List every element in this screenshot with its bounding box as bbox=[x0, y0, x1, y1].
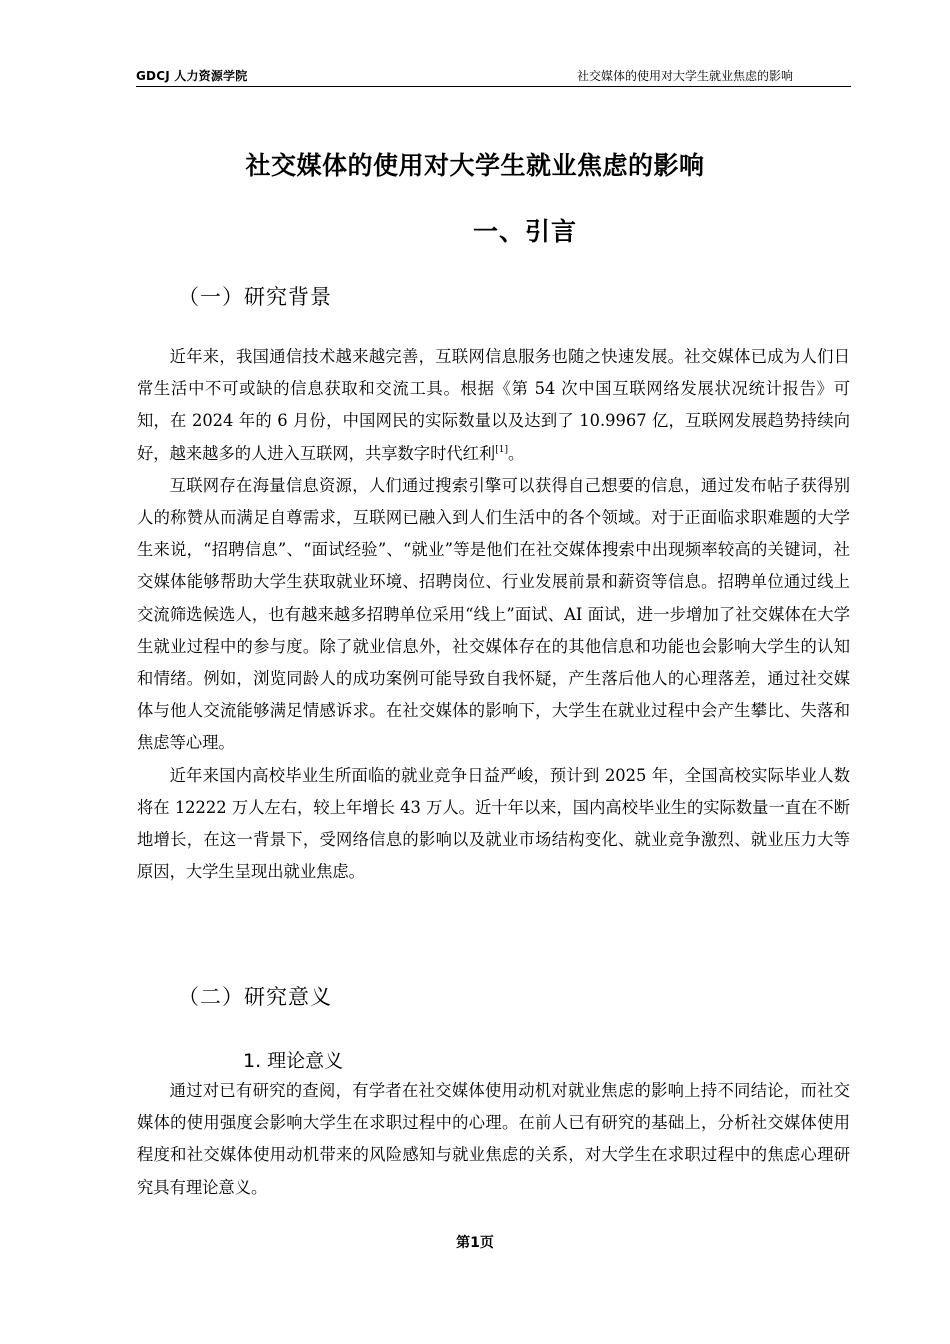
page-number: 第1页 bbox=[456, 1235, 494, 1251]
document-title: 社交媒体的使用对大学生就业焦虑的影响 bbox=[245, 151, 705, 180]
citation-ref: [1] bbox=[495, 444, 508, 455]
header-institution: GDCJ 人力资源学院 bbox=[136, 69, 248, 83]
paragraph: 近年来国内高校毕业生所面临的就业竞争日益严峻，预计到 2025 年，全国高校实际毕业人数将在 12222 万人左右，较上年增长 43 万人。近十年以来，国内高校毕业生的实际数量一直在不断地增长，在这一背景下，受网络信息的影响以及就业市场结构变化、就业竞争激烈、就业压力大等原因，大学生呈现出就业焦虑。 bbox=[137, 765, 850, 882]
section-heading-introduction: 一、引言 bbox=[472, 217, 577, 246]
subsection-heading-background: （一）研究背景 bbox=[178, 285, 332, 309]
paragraph-tail: 。 bbox=[507, 443, 525, 463]
theoretical-body bbox=[137, 1075, 850, 1204]
running-header bbox=[136, 67, 851, 85]
background-body bbox=[137, 341, 850, 888]
item-heading-theoretical: 1. 理论意义 bbox=[243, 1050, 344, 1072]
paragraph bbox=[137, 341, 850, 470]
subsection-heading-significance: （二）研究意义 bbox=[178, 985, 332, 1009]
paragraph: 通过对已有研究的查阅，有学者在社交媒体使用动机对就业焦虑的影响上持不同结论，而社交媒体的使用强度会影响大学生在求职过程中的心理。在前人已有研究的基础上，分析社交媒体使用程度和社交媒体使用动机带来的风险感知与就业焦虑的关系，对大学生在求职过程中的焦虑心理研究具有理论意义。 bbox=[137, 1081, 850, 1197]
header-rule bbox=[136, 86, 851, 87]
paragraph: 互联网存在海量信息资源，人们通过搜索引擎可以获得自己想要的信息，通过发布帖子获得别人的称赞从而满足自尊需求，互联网已融入到人们生活中的各个领域。对于正面临求职难题的大学生来说，“招聘信息”、“面试经验”、“就业”等是他们在社交媒体搜索中出现频率较高的关键词，社交媒体能够帮助大学生获取就业环境、招聘岗位、行业发展前景和薪资等信息。招聘单位通过线上交流筛选候选人，也有越来越多招聘单位采用“线上”面试、AI 面试，进一步增加了社交媒体在大学生就业过程中的参与度。除了就业信息外，社交媒体存在的其他信息和功能也会影响大学生的认知和情绪。例如，浏览同龄人的成功案例可能导致自我怀疑，产生落后他人的心理落差，通过社交媒体与他人交流能够满足情感诉求。在社交媒体的影响下，大学生在就业过程中会产生攀比、失落和焦虑等心理。 bbox=[137, 475, 850, 753]
paragraph-text: 近年来，我国通信技术越来越完善，互联网信息服务也随之快速发展。社交媒体已成为人们日常生活中不可或缺的信息获取和交流工具。根据《第 54 次中国互联网络发展状况统计报告》可知，在 2024 年的 6 月份，中国网民的实际数量以及达到了 10.9967 亿，互联网发展趋势持续向好，越来越多的人进入互联网，共享数字时代红利 bbox=[137, 347, 850, 463]
header-paper-title: 社交媒体的使用对大学生就业焦虑的影响 bbox=[576, 69, 793, 83]
